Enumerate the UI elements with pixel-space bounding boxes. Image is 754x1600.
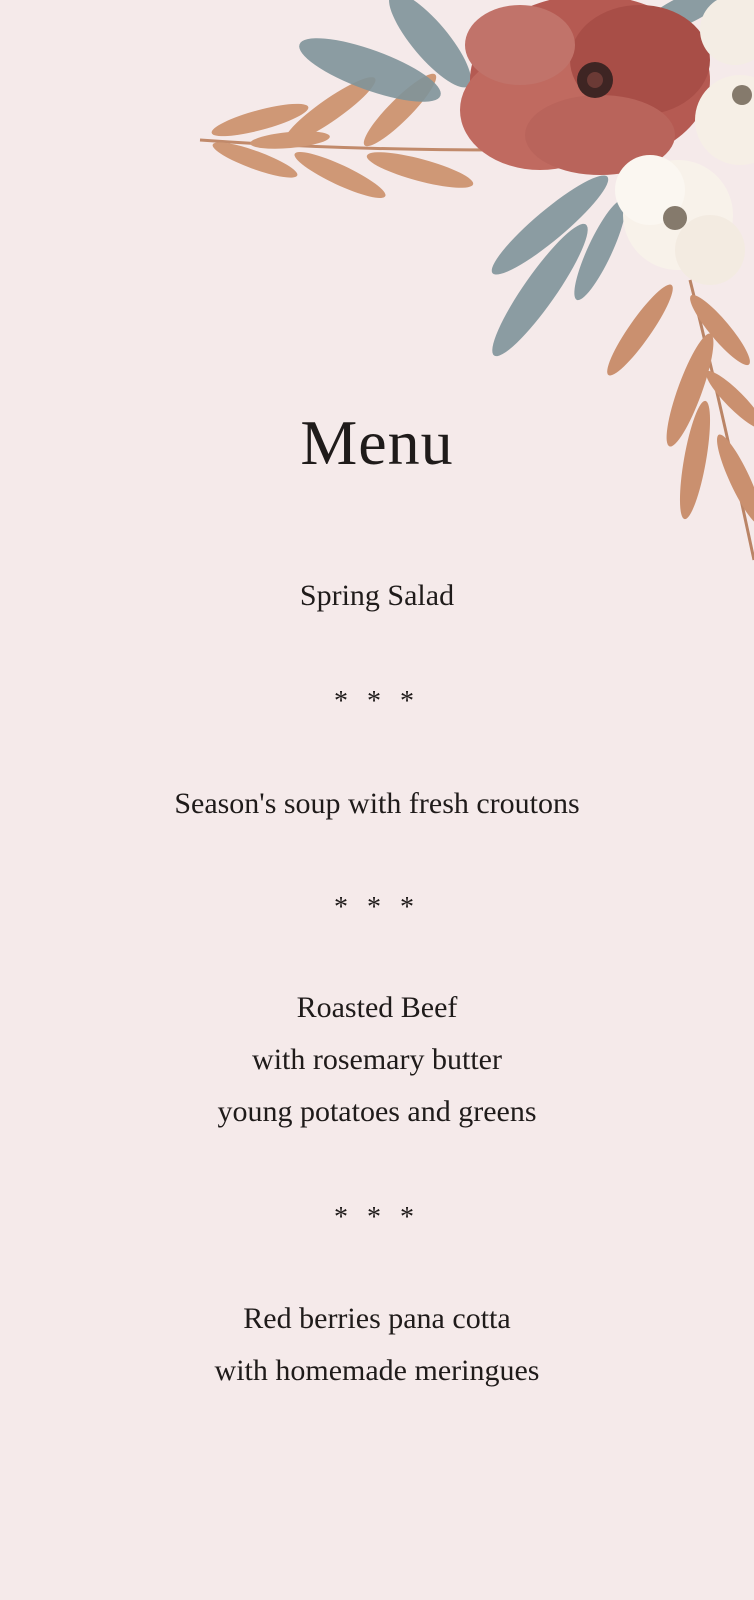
course-line: with rosemary butter xyxy=(252,1043,502,1076)
course-line: Roasted Beef xyxy=(296,991,458,1024)
separator: * * * xyxy=(334,1202,420,1233)
course-line: young potatoes and greens xyxy=(217,1095,537,1128)
separator: * * * xyxy=(334,892,420,923)
course-1 xyxy=(0,570,754,622)
separator: * * * xyxy=(334,686,420,717)
menu-title: Menu xyxy=(300,407,454,478)
course-line: with homemade meringues xyxy=(214,1354,540,1387)
course-line: Spring Salad xyxy=(299,579,455,612)
course-line: Season's soup with fresh croutons xyxy=(174,787,580,820)
course-4 xyxy=(0,1293,754,1397)
floral-decoration-icon xyxy=(180,0,754,580)
course-line: Red berries pana cotta xyxy=(243,1302,511,1335)
course-2 xyxy=(0,778,754,830)
course-3 xyxy=(0,982,754,1138)
